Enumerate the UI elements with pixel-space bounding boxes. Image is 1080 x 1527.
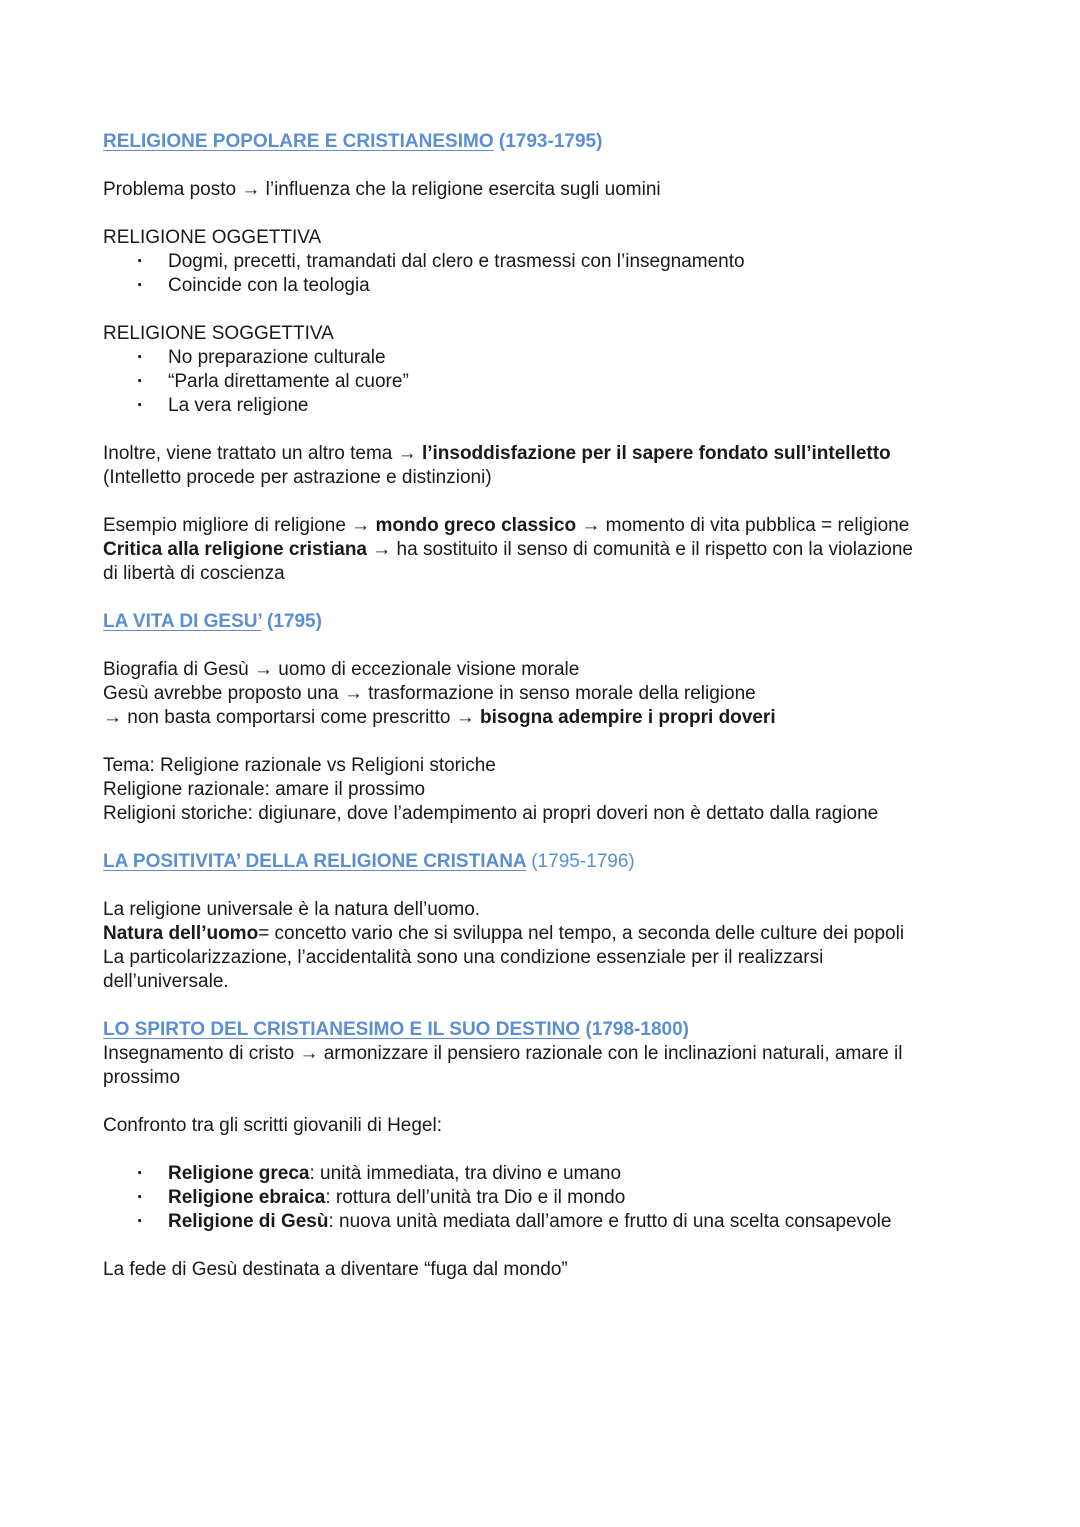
critica-line: Critica alla religione cristiana → ha sostituito il senso di comunità e il rispetto con la violazione [103, 539, 913, 560]
section-heading-spirito: LO SPIRTO DEL CRISTIANESIMO E IL SUO DESTINO (1798-1800) [103, 1019, 689, 1040]
section-heading-positivita: LA POSITIVITA’ DELLA RELIGIONE CRISTIANA (1795-1796) [103, 851, 635, 872]
list-item: · “Parla direttamente al cuore” [103, 370, 973, 394]
razionale-line: Religione razionale: amare il prossimo [103, 779, 426, 800]
list-item: · No preparazione culturale [103, 346, 973, 370]
list-item: · Religione di Gesù: nuova unità mediata dall’amore e frutto di una scelta consapevole [103, 1210, 973, 1234]
insegnamento-line: Insegnamento di cristo → armonizzare il pensiero razionale con le inclinazioni naturali, amare il [103, 1043, 903, 1064]
esempio-line: Esempio migliore di religione → mondo greco classico → momento di vita pubblica = religione [103, 515, 910, 536]
critica-line-cont: di libertà di coscienza [103, 563, 285, 584]
fede-line: La fede di Gesù destinata a diventare “fuga dal mondo” [103, 1259, 568, 1280]
section-heading-vita-di-gesu: LA VITA DI GESU’ (1795) [103, 611, 322, 632]
confronto-line: Confronto tra gli scritti giovanili di Hegel: [103, 1115, 442, 1136]
biografia-line: Biografia di Gesù → uomo di eccezionale visione morale [103, 659, 580, 680]
oggettiva-list [103, 250, 973, 298]
problema-line: Problema posto → l’influenza che la religione esercita sugli uomini [103, 179, 661, 200]
oggettiva-title: RELIGIONE OGGETTIVA [103, 227, 322, 248]
list-item: · Coincide con la teologia [103, 274, 973, 298]
insegnamento-line-cont: prossimo [103, 1067, 181, 1088]
religioni-list [103, 1162, 973, 1234]
list-item: · La vera religione [103, 394, 973, 418]
intelletto-line: (Intelletto procede per astrazione e distinzioni) [103, 467, 492, 488]
particolarizzazione-line-cont: dell’universale. [103, 971, 229, 992]
inoltre-line: Inoltre, viene trattato un altro tema → l’insoddisfazione per il sapere fondato sull’intelletto [103, 443, 891, 464]
section-heading-religione-popolare: RELIGIONE POPOLARE E CRISTIANESIMO (1793-1795) [103, 131, 603, 152]
universale-line: La religione universale è la natura dell’uomo. [103, 899, 481, 920]
particolarizzazione-line: La particolarizzazione, l’accidentalità sono una condizione essenziale per il realizzarsi [103, 947, 824, 968]
document-content [103, 130, 973, 1282]
soggettiva-title: RELIGIONE SOGGETTIVA [103, 323, 334, 344]
tema-line: Tema: Religione razionale vs Religioni storiche [103, 755, 496, 776]
proposta-line: Gesù avrebbe proposto una → trasformazione in senso morale della religione [103, 683, 756, 704]
soggettiva-list [103, 346, 973, 418]
list-item: · Dogmi, precetti, tramandati dal clero e trasmessi con l’insegnamento [103, 250, 973, 274]
list-item: · Religione ebraica: rottura dell’unità tra Dio e il mondo [103, 1186, 973, 1210]
storiche-line: Religioni storiche: digiunare, dove l’adempimento ai propri doveri non è dettato dalla ragione [103, 803, 879, 824]
doveri-line: → non basta comportarsi come prescritto → bisogna adempire i propri doveri [103, 707, 776, 728]
natura-line: Natura dell’uomo= concetto vario che si sviluppa nel tempo, a seconda delle culture dei popoli [103, 923, 905, 944]
list-item: · Religione greca: unità immediata, tra divino e umano [103, 1162, 973, 1186]
